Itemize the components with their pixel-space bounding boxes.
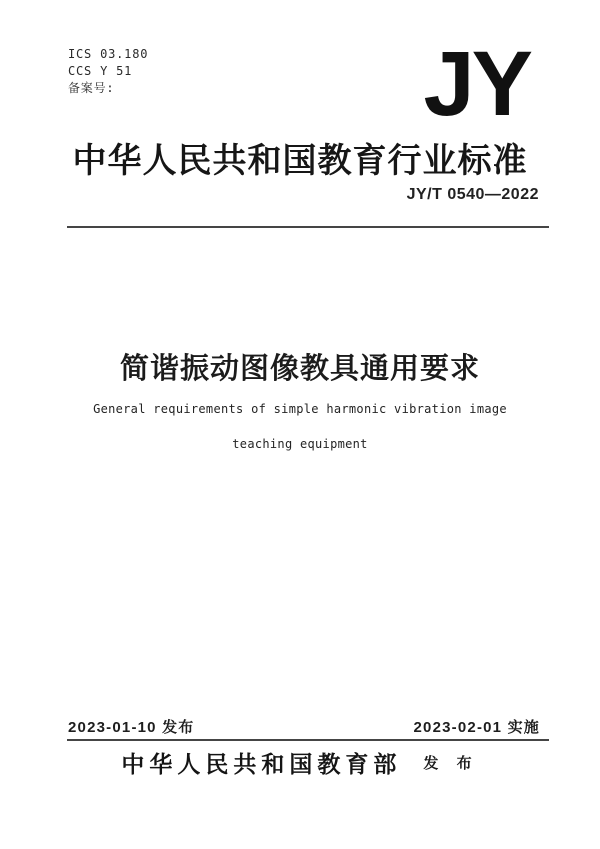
standard-number: JY/T 0540—2022 [406, 186, 539, 203]
standard-series-title: 中华人民共和国教育行业标准 [72, 143, 528, 180]
issue-date: 2023-01-10 发布 [68, 719, 195, 736]
issuer-name: 中华人民共和国教育部 [121, 751, 402, 777]
implementation-date: 2023-02-01 实施 [413, 719, 540, 736]
document-title-chinese: 简谐振动图像教具通用要求 [119, 353, 480, 385]
ccs-code: CCS Y 51 [68, 64, 133, 78]
record-number-label: 备案号: [68, 81, 115, 95]
header-divider-line [67, 226, 549, 228]
date-row [68, 716, 540, 737]
document-title-english-line2: teaching equipment [232, 437, 368, 451]
classification-block [68, 46, 148, 97]
issuer-row [0, 747, 600, 777]
document-title-english-line1: General requirements of simple harmonic vibration image [93, 402, 507, 416]
issue-word: 发 布 [423, 754, 479, 772]
footer-divider-line [67, 739, 549, 741]
jy-logo: JY [423, 33, 530, 135]
ics-code: ICS 03.180 [68, 47, 149, 61]
